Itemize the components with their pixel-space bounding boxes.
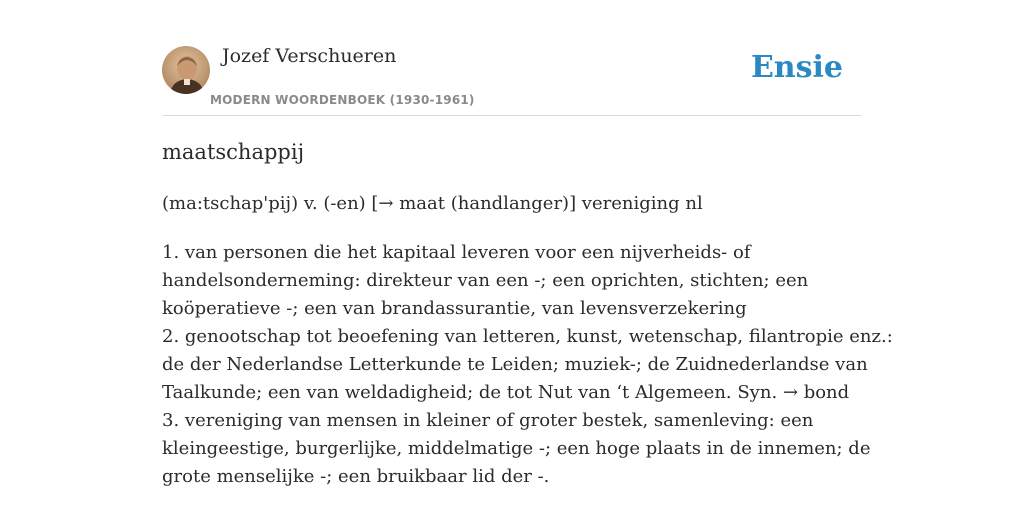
author-name[interactable]: Jozef Verschueren [222,45,397,67]
definition-line: handelsonderneming: direkteur van een -; een oprichten, stichten; een [162,270,809,291]
definition-line: 1. van personen die het kapitaal leveren voor een nijverheids- of [162,242,751,263]
entry-etymology: (ma:tschap'pij) v. (-en) [→ maat (handlanger)] vereniging nl [162,193,703,214]
definition-line: koöperatieve -; een van brandassurantie, van levensverzekering [162,298,747,319]
definition-line: kleingeestige, burgerlijke, middelmatige -; een hoge plaats in de innemen; de [162,438,871,459]
header-divider [162,115,862,116]
definition-line: de der Nederlandse Letterkunde te Leiden; muziek-; de Zuidnederlandse van [162,354,868,375]
definition-line: grote menselijke -; een bruikbaar lid der -. [162,466,550,487]
dictionary-source[interactable]: MODERN WOORDENBOEK (1930-1961) [210,93,475,107]
entry-headword: maatschappij [162,140,305,164]
definition-line: 3. vereniging van mensen in kleiner of groter bestek, samenleving: een [162,410,814,431]
ensie-logo[interactable]: Ensie [750,50,843,85]
definition-line: 2. genootschap tot beoefening van letteren, kunst, wetenschap, filantropie enz.: [162,326,893,347]
author-portrait-icon [162,46,210,94]
entry-definition [162,239,893,491]
definition-line: Taalkunde; een van weldadigheid; de tot Nut van ‘t Algemeen. Syn. → bond [162,382,850,403]
author-avatar[interactable] [162,46,210,94]
